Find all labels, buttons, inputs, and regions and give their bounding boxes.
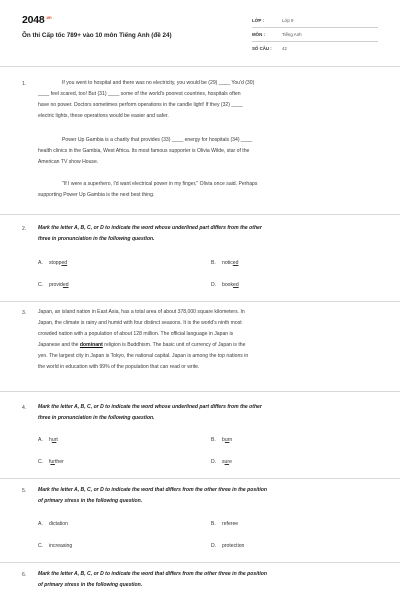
option-a[interactable]: A. hurt — [38, 437, 58, 443]
question-divider — [0, 301, 400, 302]
question-instruction: Mark the letter A, B, C, or D to indicate the word whose underlined part differs from the other three in pronunciation in the following question. — [38, 225, 262, 242]
question-divider — [0, 391, 400, 392]
question-number: 4. — [22, 405, 27, 411]
passage-paragraph: Power Up Gambia is a charity that provides (33) ____ energy for hospitals (34) ____ health clinics in the Gambia, West Africa. Its most famous supporter is Olivia Wilde, star of the American TV show House. — [38, 137, 253, 165]
question-number: 3. — [22, 310, 27, 316]
question-number: 1. — [22, 81, 27, 87]
option-d[interactable]: D. booked — [211, 282, 239, 288]
option-a[interactable]: A. dictation — [38, 521, 68, 527]
option-c[interactable]: C. further — [38, 459, 64, 465]
option-a[interactable]: A. stopped — [38, 260, 68, 266]
meta-count: SỐ CÂU : 42 — [252, 46, 287, 51]
divider — [252, 27, 378, 28]
question-divider — [0, 214, 400, 215]
passage-paragraph: "If I were a superhero, I'd want electrical power in my finger," Olivia once said. Perhaps supporting Power Up Gambia is the next best thing. — [38, 181, 258, 198]
header — [0, 0, 400, 62]
question-divider — [0, 562, 400, 563]
page-title: Ôn thi Cấp tốc 789+ vào 10 môn Tiếng Anh (đề 24) — [22, 32, 172, 39]
question-number: 6. — [22, 572, 27, 578]
question-instruction: Mark the letter A, B, C, or D to indicate the word whose underlined part differs from the other three in pronunciation in the following question. — [38, 404, 262, 421]
option-c[interactable]: C. provided — [38, 282, 69, 288]
option-c[interactable]: C. increasing — [38, 543, 73, 549]
header-divider — [0, 66, 400, 67]
passage-paragraph: If you went to hospital and there was no electricity, you would be (29) ____ You'd (30) ____ feel scared, too! But (31) ____ some of the world's poorest countries, hospitals often have no power. Doctors sometimes perform operations in the candle light! If they (32) ____ electric lights, these operations would be easier and safer. — [38, 80, 255, 119]
option-b[interactable]: B. burn — [211, 437, 233, 443]
question-number: 2. — [22, 226, 27, 232]
option-b[interactable]: B. referee — [211, 521, 239, 527]
option-d[interactable]: D. protection — [211, 543, 245, 549]
site-logo[interactable]: $2048^{.vn}$ — [22, 14, 52, 26]
option-d[interactable]: D. sure — [211, 459, 232, 465]
question-instruction: Mark the letter A, B, C, or D to indicate the word that differs from the other three in the position of primary stress in the following question. — [38, 571, 267, 588]
meta-subject: MÔN : Tiếng Anh — [252, 32, 302, 37]
passage-paragraph: Japan, an island nation in East Asia, has a total area of about 378,000 square kilometers. In Japan, the climate is rainy and humid with four distinct seasons. It is the world's ninth most crowded nation with a population of about 128 million. The official language in Japan is Japanese and the dominant religion is Buddhism. The basic unit of currency of Japan is the yen. The largest city in Japan is Tokyo, the national capital. Japan is among the top nations in the world in education with 99% of the population that can read or write. — [38, 309, 249, 370]
meta-class: LỚP : Lớp 9 — [252, 18, 294, 23]
question-instruction: Mark the letter A, B, C, or D to indicate the word that differs from the other three in the position of primary stress in the following question. — [38, 487, 267, 504]
underlined-word: dominant — [79, 342, 103, 348]
question-divider — [0, 478, 400, 479]
question-number: 5. — [22, 488, 27, 494]
divider — [252, 41, 378, 42]
option-b[interactable]: B. noticed — [211, 260, 239, 266]
